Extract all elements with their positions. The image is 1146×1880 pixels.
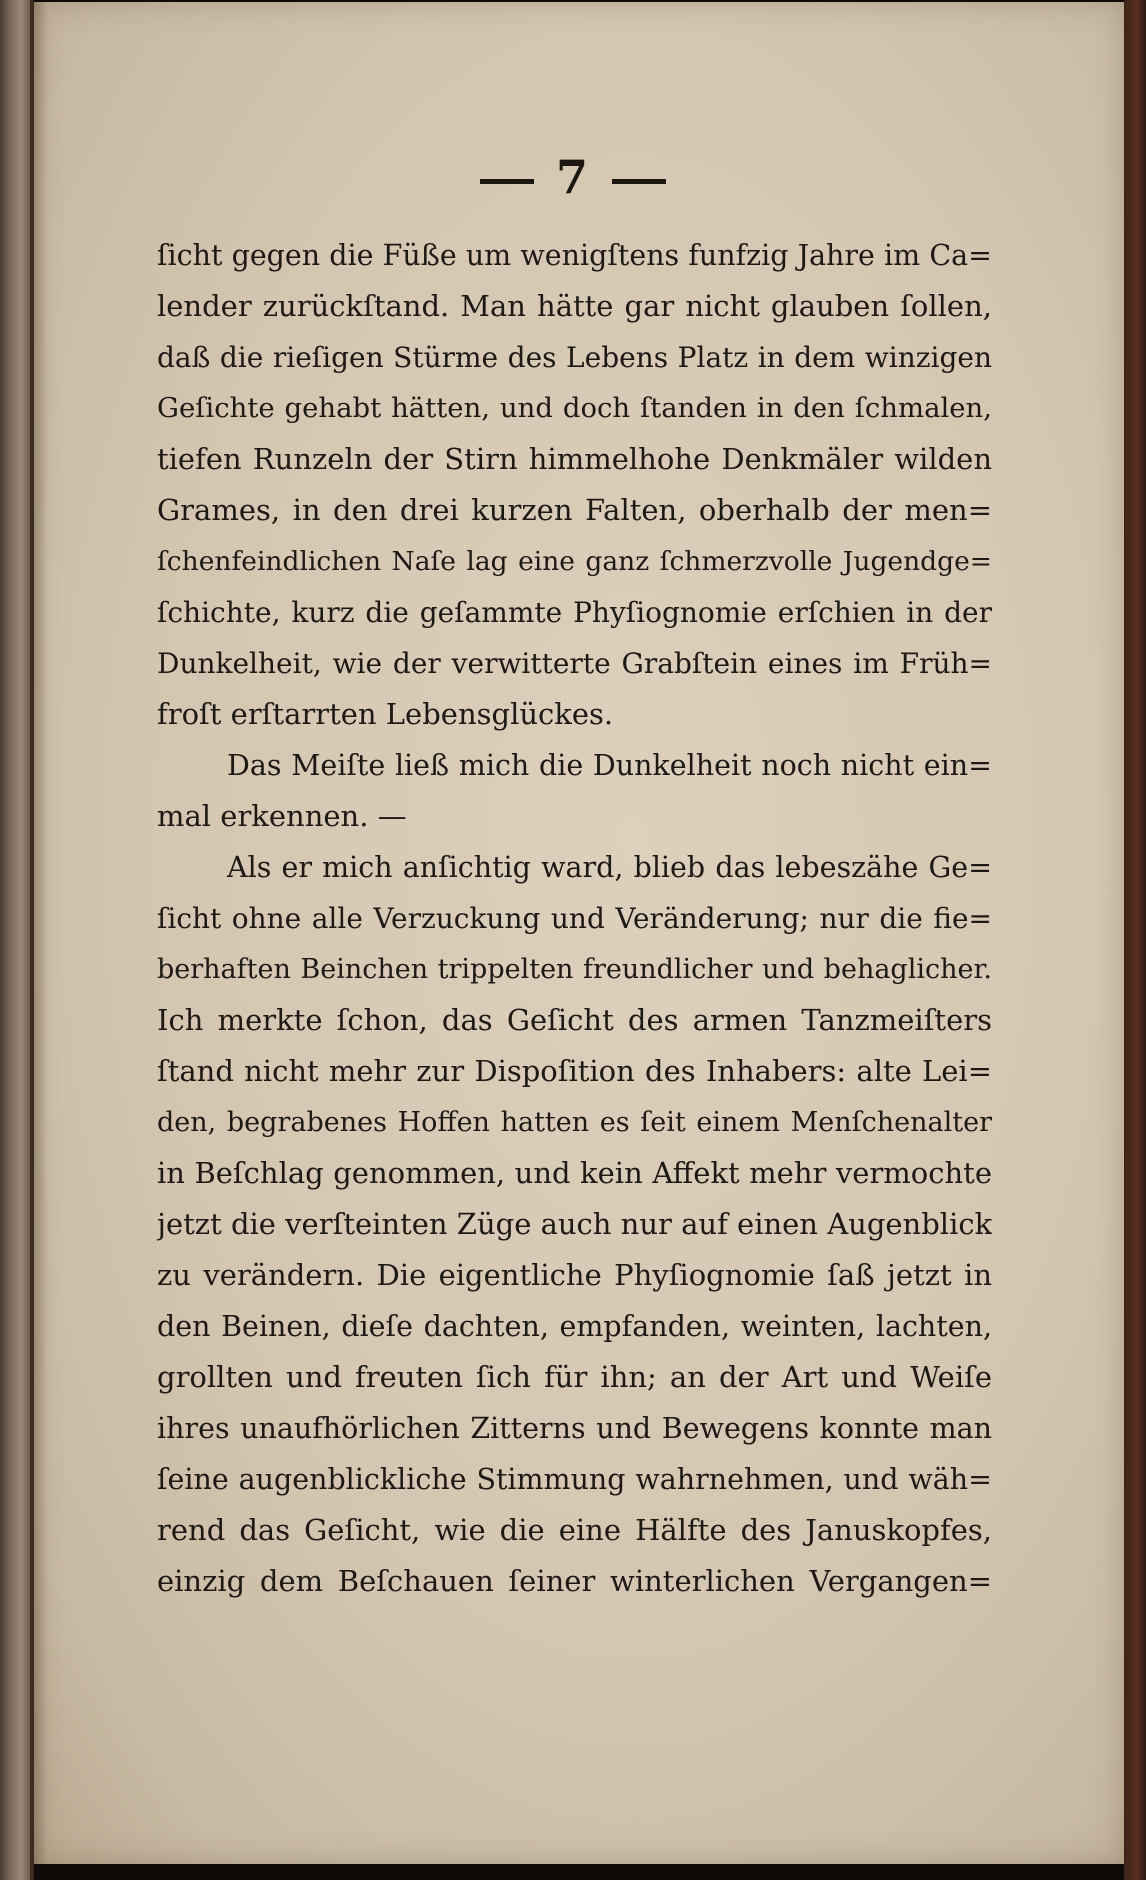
text-line: ſicht gegen die Füße um wenigſtens funfzig Jahre im Ca= <box>157 239 992 272</box>
page-gutter-shadow <box>34 2 48 1864</box>
text-line: einzig dem Beſchauen ſeiner winterlichen Vergangen= <box>157 1564 992 1598</box>
text-line: ſtand nicht mehr zur Dispoſition des Inhabers: alte Lei= <box>157 1054 992 1088</box>
text-line: grollten und freuten ſich für ihn; an der Art und Weiſe <box>157 1360 992 1394</box>
text-line: ſchenfeindlichen Naſe lag eine ganz ſchmerzvolle Jugendge= <box>157 546 992 577</box>
body-text <box>157 230 992 1607</box>
paragraph-start-line: Das Meiſte ließ mich die Dunkelheit noch nicht ein= <box>227 749 992 782</box>
text-line: lender zurückſtand. Man hätte gar nicht glauben ſollen, <box>157 289 992 323</box>
page-header <box>0 150 1146 204</box>
text-line: ſeine augenblickliche Stimmung wahrnehmen, und wäh= <box>157 1463 992 1496</box>
text-line: zu verändern. Die eigentliche Phyſiognomie ſaß jetzt in <box>157 1258 992 1292</box>
paragraph-start-line: Als er mich anſichtig ward, blieb das lebeszähe Ge= <box>227 851 992 884</box>
paragraph-end-line: froſt erſtarrten Lebensglückes. <box>157 697 614 731</box>
paragraph-end-line: mal erkennen. — <box>157 799 407 833</box>
text-line: Dunkelheit, wie der verwitterte Grabſtein eines im Früh= <box>157 647 992 680</box>
text-line: Ich merkte ſchon, das Geſicht des armen Tanzmeiſters <box>157 1003 992 1037</box>
text-line: ſicht ohne alle Verzuckung und Veränderung; nur die fie= <box>157 902 992 935</box>
text-line: in Beſchlag genommen, und kein Affekt mehr vermochte <box>157 1156 992 1190</box>
header-dash-right <box>612 179 666 184</box>
book-binding <box>0 0 30 1880</box>
text-line: tiefen Runzeln der Stirn himmelhohe Denkmäler wilden <box>157 442 992 476</box>
text-line: den Beinen, dieſe dachten, empfanden, weinten, lachten, <box>157 1310 992 1343</box>
text-line: ſchichte, kurz die geſammte Phyſiognomie erſchien in der <box>157 596 992 629</box>
header-dash-left <box>480 179 534 184</box>
text-line: rend das Geſicht, wie die eine Hälfte des Januskopfes, <box>157 1513 992 1547</box>
text-line: Geſichte gehabt hätten, und doch ſtanden in den ſchmalen, <box>157 392 992 424</box>
book-cover-edge <box>1124 0 1146 1880</box>
text-line: ihres unaufhörlichen Zitterns und Bewegens konnte man <box>157 1412 992 1445</box>
text-line: daß die rieſigen Stürme des Lebens Platz in dem winzigen <box>157 341 992 374</box>
page-number: 7 <box>555 150 590 204</box>
text-line: jetzt die verſteinten Züge auch nur auf einen Augenblick <box>157 1207 992 1241</box>
text-line: Grames, in den drei kurzen Falten, oberhalb der men= <box>157 493 992 527</box>
text-line: berhaften Beinchen trippelten freundlicher und behaglicher. <box>157 954 992 985</box>
text-line: den, begrabenes Hoffen hatten es ſeit einem Menſchenalter <box>157 1107 992 1138</box>
